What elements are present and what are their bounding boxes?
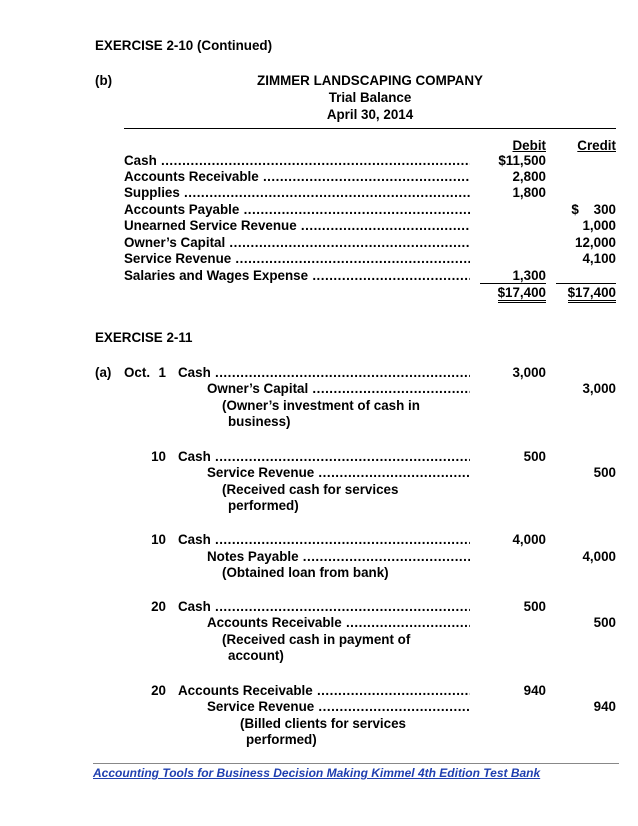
entry-debit-account: Cash ..... (178, 365, 470, 381)
entry-credit-amount: 4,000 (582, 549, 616, 564)
entry-memo: (Billed clients for services (240, 716, 406, 731)
entry-memo: (Received cash for services (222, 482, 399, 497)
tb-debit: 1,300 (512, 268, 546, 283)
entry-credit-account: Notes Payable ..... (207, 549, 470, 565)
entry-debit-account: Cash ..... (178, 449, 470, 465)
credit-total: $17,400 (568, 285, 616, 303)
debit-sum-rule (480, 283, 546, 284)
entry-debit-account: Accounts Receivable ..... (178, 683, 470, 699)
tb-debit: $11,500 (498, 153, 546, 168)
statement-title: Trial Balance (328, 90, 412, 105)
tb-account: Unearned Service Revenue ..... (124, 218, 470, 234)
footer-link[interactable]: Accounting Tools for Business Decision Making Kimmel 4th Edition Test Bank (93, 766, 541, 780)
journal-month: Oct. (124, 365, 151, 380)
exercise-heading-continued: EXERCISE 2-10 (Continued) (95, 38, 273, 53)
entry-credit-amount: 500 (593, 615, 616, 630)
entry-memo: (Owner’s investment of cash in (222, 398, 420, 413)
entry-memo: performed) (246, 732, 317, 747)
entry-memo: (Obtained loan from bank) (222, 565, 389, 580)
credit-sum-rule (556, 283, 616, 284)
statement-date: April 30, 2014 (326, 107, 414, 122)
tb-account: Accounts Payable ..... (124, 202, 470, 218)
tb-debit: 1,800 (512, 185, 546, 200)
entry-debit-amount: 500 (523, 599, 546, 614)
company-name: ZIMMER LANDSCAPING COMPANY (257, 73, 483, 88)
entry-debit-account: Cash ..... (178, 599, 470, 615)
entry-day: 20 (151, 599, 166, 614)
footer-rule (93, 763, 619, 764)
tb-account: Salaries and Wages Expense ..... (124, 268, 470, 284)
entry-day: 1 (158, 365, 166, 380)
entry-credit-account: Owner’s Capital ..... (207, 381, 470, 397)
entry-debit-account: Cash ..... (178, 532, 470, 548)
tb-credit: 12,000 (575, 235, 616, 250)
debit-total: $17,400 (498, 285, 546, 303)
entry-credit-amount: 940 (593, 699, 616, 714)
entry-day: 10 (151, 449, 166, 464)
entry-memo: business) (228, 414, 291, 429)
tb-debit: 2,800 (512, 169, 546, 184)
tb-credit: 4,100 (582, 251, 616, 266)
tb-account: Service Revenue ..... (124, 251, 470, 267)
tb-credit: 1,000 (582, 218, 616, 233)
part-label-a: (a) (95, 365, 112, 380)
tb-account: Owner’s Capital ..... (124, 235, 470, 251)
entry-memo: performed) (228, 498, 299, 513)
entry-day: 20 (151, 683, 166, 698)
tb-account: Accounts Receivable ..... (124, 169, 470, 185)
debit-column-header: Debit (512, 138, 546, 153)
part-label-b: (b) (95, 73, 113, 88)
tb-account: Cash ..... (124, 153, 470, 169)
entry-debit-amount: 500 (523, 449, 546, 464)
entry-credit-account: Service Revenue ..... (207, 465, 470, 481)
entry-credit-amount: 3,000 (582, 381, 616, 396)
entry-credit-account: Service Revenue ..... (207, 699, 470, 715)
entry-memo: (Received cash in payment of (222, 632, 411, 647)
entry-credit-account: Accounts Receivable ..... (207, 615, 470, 631)
entry-day: 10 (151, 532, 166, 547)
credit-column-header: Credit (577, 138, 616, 153)
tb-credit: $ 300 (571, 202, 616, 217)
tb-account: Supplies ..... (124, 185, 470, 201)
exercise-heading-2-11: EXERCISE 2-11 (95, 330, 193, 345)
header-rule (124, 128, 616, 129)
entry-debit-amount: 940 (523, 683, 546, 698)
entry-memo: account) (228, 648, 284, 663)
entry-credit-amount: 500 (593, 465, 616, 480)
entry-debit-amount: 4,000 (512, 532, 546, 547)
entry-debit-amount: 3,000 (512, 365, 546, 380)
